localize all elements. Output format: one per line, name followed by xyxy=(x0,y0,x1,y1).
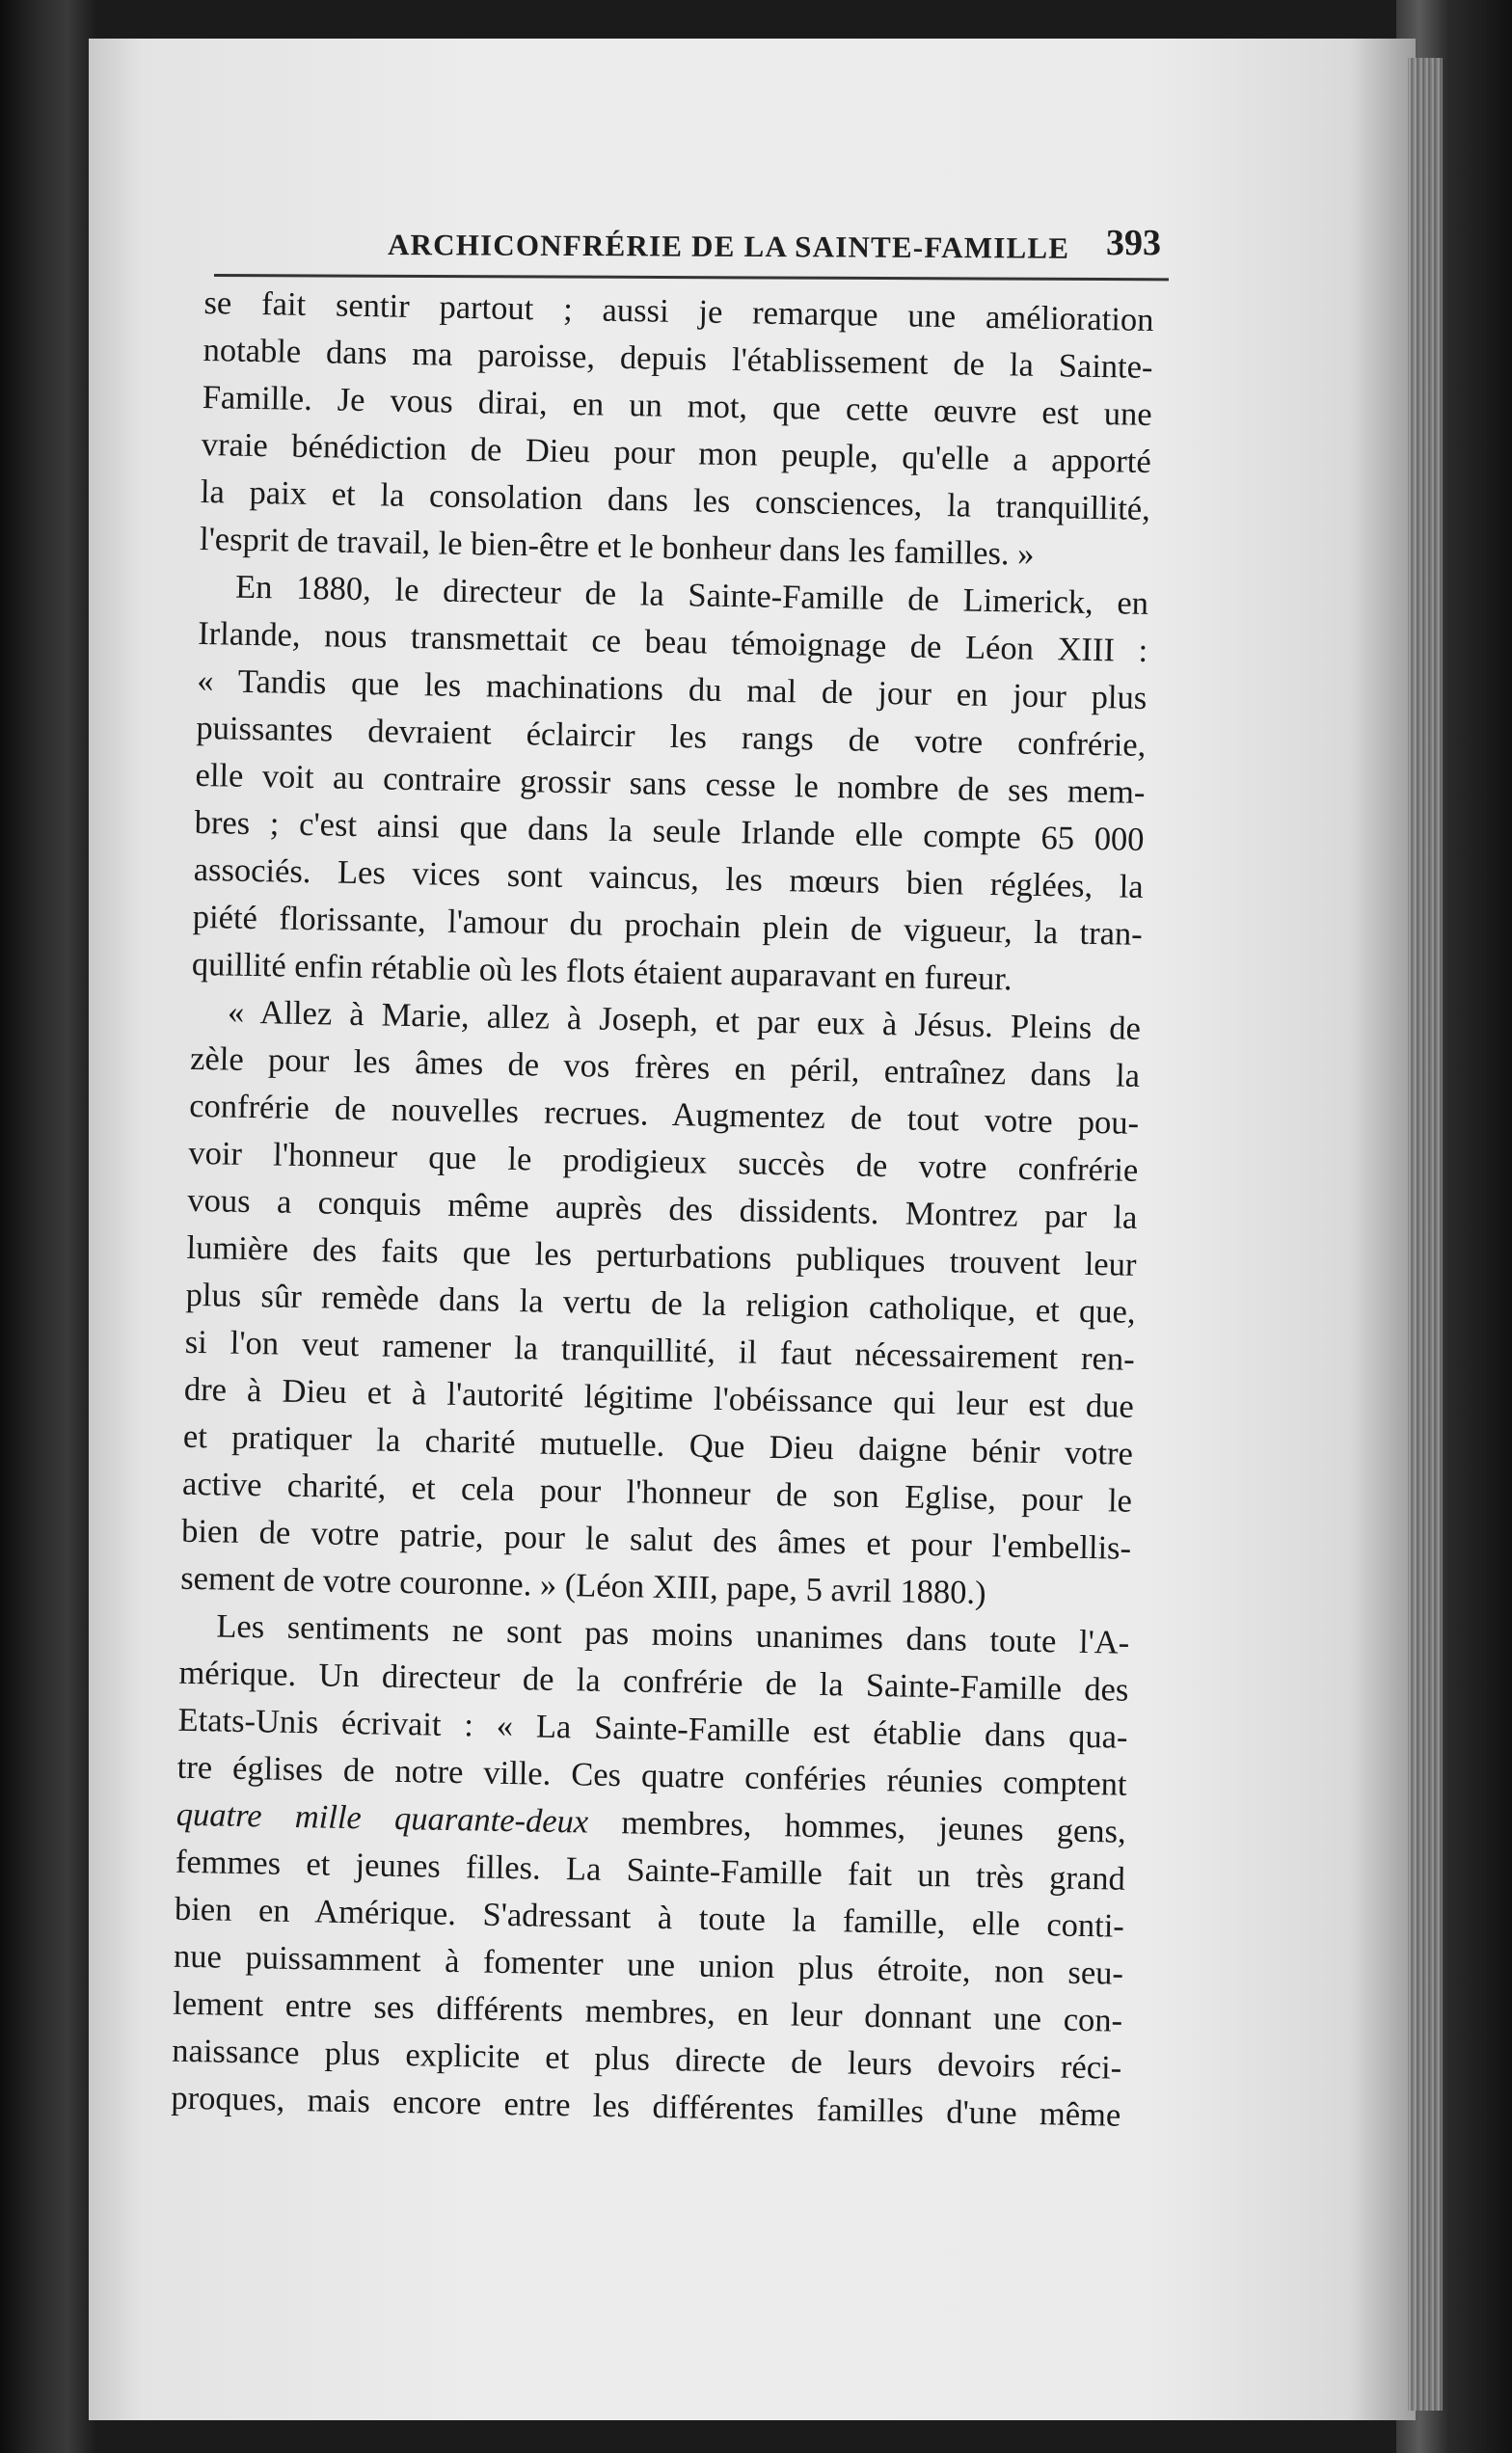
text-line: lement entre ses différents membres, en leur donnant une con- xyxy=(172,1984,1123,2039)
text-line: zèle pour les âmes de vos frères en péril, entraînez dans la xyxy=(189,1039,1141,1094)
text-line: confrérie de nouvelles recrues. Augmentez de tout votre pou- xyxy=(188,1087,1140,1142)
text-line: Famille. Je vous dirai, en un mot, que cette œuvre est une xyxy=(202,378,1152,434)
text-line: quillité enfin rétablie où les flots étaient auparavant en fureur. xyxy=(191,945,1012,998)
text-line: plus sûr remède dans la vertu de la religion catholique, et que, xyxy=(185,1276,1136,1331)
text-line: femmes et jeunes filles. La Sainte-Famille fait un très grand xyxy=(175,1843,1126,1898)
text-line: bien de votre patrie, pour le salut des âmes et pour l'embellis- xyxy=(180,1512,1132,1567)
italic-phrase: quatre mille quarante-deux xyxy=(176,1795,589,1841)
text-line: sement de votre couronne. » (Léon XIII, pape, 5 avril 1880.) xyxy=(179,1559,986,1612)
text-line: l'esprit de travail, le bien-être et le bonheur dans les familles. » xyxy=(199,520,1035,573)
text-line: dre à Dieu et à l'autorité légitime l'obéissance qui leur est due xyxy=(183,1370,1135,1425)
text-line: puissantes devraient éclaircir les rangs de votre confrérie, xyxy=(196,709,1147,764)
text-line: si l'on veut ramener la tranquillité, il faut nécessairement ren- xyxy=(184,1323,1135,1378)
body-text xyxy=(171,280,1154,2140)
text-line: Irlande, nous transmettait ce beau témoignage de Léon XIII : xyxy=(197,614,1148,669)
text-line: bres ; c'est ainsi que dans la seule Irlande elle compte 65 000 xyxy=(194,803,1145,858)
text-line: associés. Les vices sont vaincus, les mœurs bien réglées, la xyxy=(193,850,1144,905)
text-line: « Allez à Marie, allez à Joseph, et par eux à Jésus. Pleins de xyxy=(227,993,1142,1047)
text-segment: membres, hommes, jeunes gens, xyxy=(621,1804,1127,1850)
text-line: bien en Amérique. S'adressant à toute la famille, elle conti- xyxy=(174,1890,1125,1945)
text-line: notable dans ma paroisse, depuis l'établissement de la Sainte- xyxy=(202,331,1153,387)
text-line: active charité, et cela pour l'honneur de son Eglise, pour le xyxy=(181,1465,1133,1520)
text-line: vous a conquis même auprès des dissidents. Montrez par la xyxy=(187,1181,1138,1236)
scan-background-left xyxy=(0,0,96,2453)
text-line: naissance plus explicite et plus directe de leurs devoirs réci- xyxy=(171,2032,1122,2087)
running-title: ARCHICONFRÉRIE DE LA SAINTE-FAMILLE xyxy=(387,228,1070,265)
text-line: « Tandis que les machinations du mal de jour en jour plus xyxy=(197,661,1148,716)
text-line: voir l'honneur que le prodigieux succès de votre confrérie xyxy=(188,1134,1139,1189)
text-line: En 1880, le directeur de la Sainte-Famille de Limerick, en xyxy=(234,568,1149,622)
text-line: Etats-Unis écrivait : « La Sainte-Famille est établie dans qua- xyxy=(177,1701,1128,1756)
text-line: lumière des faits que les perturbations publiques trouvent leur xyxy=(186,1228,1137,1283)
text-line: mérique. Un directeur de la confrérie de la Sainte-Famille des xyxy=(178,1654,1129,1709)
page-number: 393 xyxy=(1106,223,1161,263)
text-line: proques, mais encore entre les différentes familles d'une même xyxy=(171,2079,1121,2134)
text-line: nue puissamment à fomenter une union plus étroite, non seu- xyxy=(173,1937,1124,1992)
text-line: piété florissante, l'amour du prochain plein de vigueur, la tran- xyxy=(192,898,1144,953)
text-line: et pratiquer la charité mutuelle. Que Dieu daigne bénir votre xyxy=(182,1417,1134,1472)
page-edges xyxy=(1408,58,1443,2411)
text-line: la paix et la consolation dans les consciences, la tranquillité, xyxy=(200,472,1151,528)
page-header xyxy=(214,216,1169,264)
text-line: Les sentiments ne sont pas moins unanimes dans toute l'A- xyxy=(216,1607,1130,1661)
text-line: se fait sentir partout ; aussi je remarque une amélioration xyxy=(203,283,1154,339)
text-line: elle voit au contraire grossir sans cesse le nombre de ses mem- xyxy=(195,756,1146,811)
text-line: vraie bénédiction de Dieu pour mon peuple, qu'elle a apporté xyxy=(201,425,1152,481)
text-line: tre églises de notre ville. Ces quatre conféries réunies comptent xyxy=(176,1748,1127,1803)
